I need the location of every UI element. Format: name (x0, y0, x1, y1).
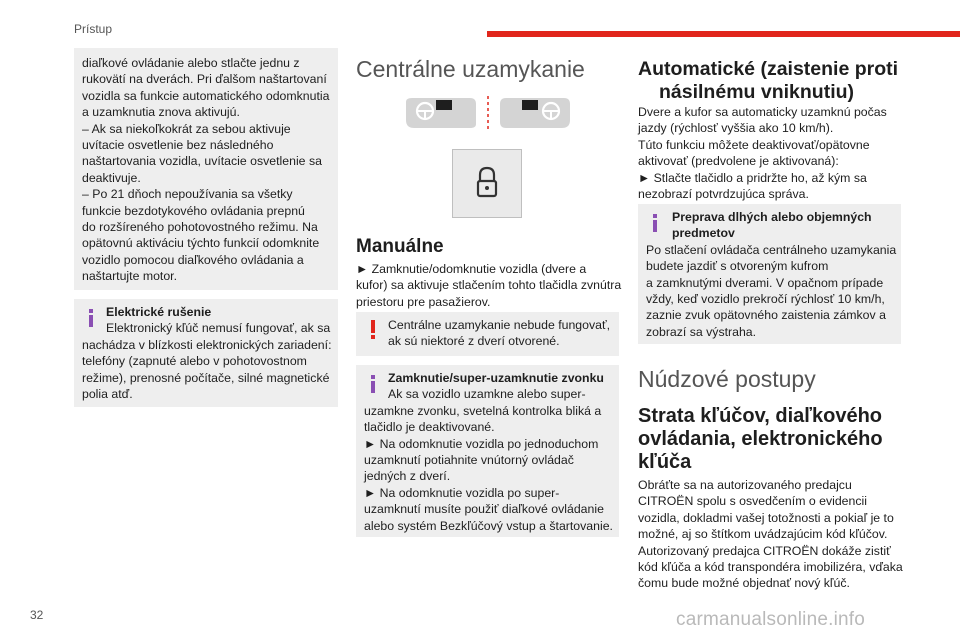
text-line: ► Na odomknutie vozidla po super- (364, 485, 560, 500)
text-line: opätovnú aktiváciu týchto funkcií odomknite (82, 236, 320, 251)
text-line: uzamknutí musíte použiť diaľkové ovládanie (364, 502, 604, 517)
text-line: vozidla, dokladmi vašej totožnosti a pokiaľ je to (638, 510, 894, 525)
heading-automatic (638, 58, 938, 104)
text-line: ak sú niektoré z dverí otvorené. (388, 334, 560, 349)
text-line: naštartovania vozidla, uvítacie osvetlenie sa (82, 154, 322, 169)
note-body (364, 370, 619, 534)
key-loss-text (638, 477, 928, 592)
heading-line: Strata kľúčov, diaľkového (638, 405, 883, 427)
text-line: režime), prenosné počítače, silné magnetické (82, 370, 330, 385)
text-line: deaktivuje. (82, 170, 141, 185)
text-line: uvítacie osvetlenie bez následného (82, 138, 274, 153)
text-line: kufor) sa aktivuje stlačením tohto tlačidla zvnútra (356, 278, 622, 293)
header-accent-bar (487, 31, 960, 37)
text-line: uzamkne zvonku, svetelná kontrolka bliká a (364, 403, 602, 418)
note-title: Preprava dlhých alebo objemných (672, 210, 872, 224)
note-exterior-locking (356, 365, 619, 537)
text-line: Elektronický kľúč nemusí fungovať, ak sa (106, 321, 331, 336)
text-line: rukovätí na dverách. Pri ďalšom naštartovaní (82, 72, 327, 87)
text-line: Centrálne uzamykanie nebude fungovať, (388, 318, 611, 332)
heading-central-locking: Centrálne uzamykanie (356, 56, 585, 82)
note-body (646, 209, 901, 340)
text-line: Túto funkciu môžete deaktivovať/opätovne (638, 137, 870, 152)
warning-body (388, 317, 618, 350)
text-line: CITROËN spolu s osvedčením o evidencii (638, 494, 867, 509)
text-line: vždy, keď vozidlo prekročí rýchlosť 10 km/h, (646, 292, 885, 307)
text-line: a uzamknutia znova aktivujú. (82, 105, 240, 120)
text-line: možné, aj so štítkom uvádzajúcim kód kľúčov. (638, 527, 888, 542)
warning-icon (370, 320, 378, 340)
text-line: a zamknutými dverami. V opačnom prípade (646, 275, 884, 290)
continued-text-box (74, 48, 338, 290)
heading-line: ovládania, elektronického (638, 428, 883, 450)
manual-text (356, 261, 626, 310)
text-line: kód kľúča a kód transpondéra imobilizéra, vďaka (638, 560, 903, 575)
text-line: zaznie zvuk opätovného zaistenia zámkov a (646, 308, 886, 323)
text-line: nezobrazí potvrdzujúca správa. (638, 187, 809, 202)
text-line: do rozšíreného pohotovostného režimu. Na (82, 220, 318, 235)
text-line: diaľkové ovládanie alebo stlačte jednu z (82, 56, 300, 70)
automatic-text (638, 104, 908, 202)
heading-manual: Manuálne (356, 236, 444, 257)
lock-icon (453, 150, 521, 217)
lock-button-illustration (452, 149, 522, 218)
note-title: Elektrické rušenie (106, 305, 212, 319)
note-body (82, 304, 336, 402)
page-number: 32 (30, 608, 44, 622)
text-line: jedných z dverí. (364, 469, 451, 484)
text-line: polia atď. (82, 387, 133, 402)
text-line: Dvere a kufor sa automaticky uzamknú počas (638, 105, 887, 119)
note-title: Zamknutie/super-uzamknutie zvonku (388, 371, 604, 385)
heading-line: kľúča (638, 451, 692, 473)
heading-line: Automatické (zaistenie proti (638, 58, 899, 80)
watermark: carmanualsonline.info (676, 609, 866, 630)
text-line: zobrazí sa výstraha. (646, 324, 757, 339)
text-line: budete jazdiť s otvoreným kufrom (646, 259, 829, 274)
text-line: alebo systém Bezkľúčový vstup a štartovanie. (364, 518, 613, 533)
text-line: – Po 21 dňoch nepoužívania sa všetky (82, 187, 293, 202)
dashboard-button-illustration (404, 96, 572, 132)
text-line: čomu bude možné objednať nový kľúč. (638, 576, 850, 591)
text-line: ► Na odomknutie vozidla po jednoduchom (364, 436, 599, 451)
note-title: predmetov (672, 226, 735, 241)
text-line: vozidlo pomocou diaľkového ovládania a (82, 252, 304, 267)
text-line: Autorizovaný predajca CITROËN dokáže zistiť (638, 543, 891, 558)
text-line: aktivovať (predvolene je aktivovaná): (638, 154, 839, 169)
continued-text (82, 55, 336, 285)
text-line: – Ak sa niekoľkokrát za sebou aktivuje (82, 121, 291, 136)
text-line: tlačidlo je deaktivované. (364, 420, 495, 435)
text-line: Po stlačení ovládača centrálneho uzamykania (646, 242, 897, 257)
text-line: ► Stlačte tlačidlo a pridržte ho, až kým sa (638, 170, 867, 185)
text-line: Obráťte sa na autorizovaného predajcu (638, 478, 852, 492)
text-line: naštartujte motor. (82, 269, 178, 284)
text-line: vozidla sa funkcie automatického odomknutia (82, 88, 330, 103)
heading-line: násilnému vniknutiu) (659, 81, 855, 103)
text-line: funkcie bezdotykového ovládania prepnú (82, 203, 305, 218)
text-line: ► Zamknutie/odomknutie vozidla (dvere a (356, 262, 587, 276)
text-line: telefóny (zapnuté alebo v pohotovostnom (82, 354, 307, 369)
section-label: Prístup (74, 22, 113, 36)
note-electric-interference (74, 299, 338, 407)
text-line: Ak sa vozidlo uzamkne alebo super- (388, 387, 586, 402)
text-line: priestoru pre pasažierov. (356, 294, 491, 309)
note-long-objects (638, 204, 901, 344)
heading-key-loss (638, 405, 938, 474)
text-line: uzamknutí potiahnite vnútorný ovládač (364, 453, 574, 468)
warning-doors-open (356, 312, 619, 356)
heading-emergency: Núdzové postupy (638, 366, 816, 392)
text-line: nachádza v blízkosti elektronických zariadení: (82, 337, 332, 352)
text-line: jazdy (rýchlosť vyššia ako 10 km/h). (638, 121, 834, 136)
